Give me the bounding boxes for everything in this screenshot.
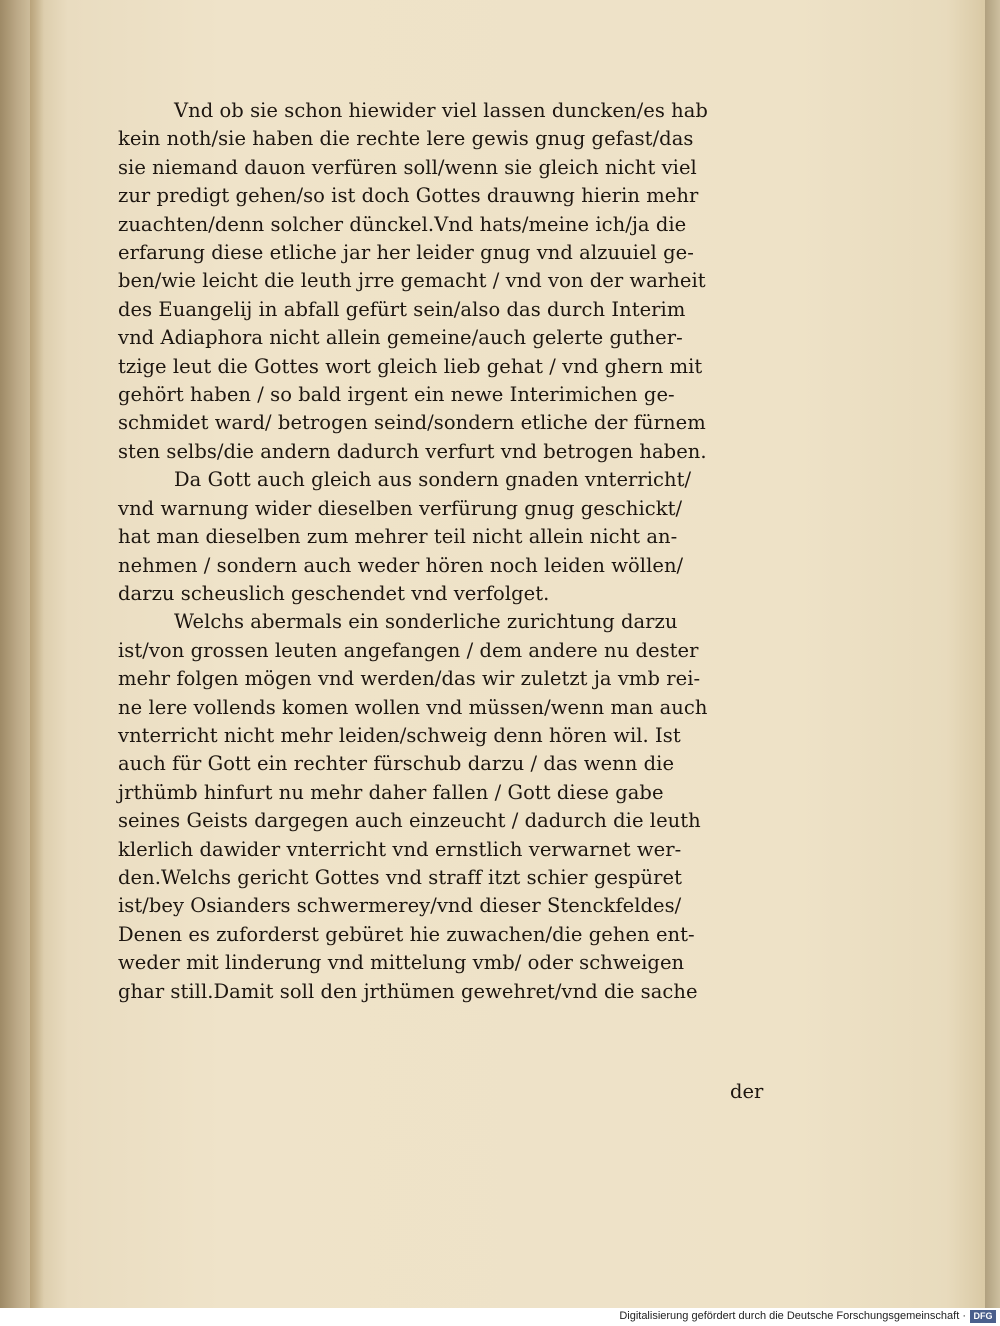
text-line: mehr folgen mögen vnd werden/das wir zuletzt ja vmb rei- (118, 667, 701, 691)
text-line: tzige leut die Gottes wort gleich lieb gehat / vnd ghern mit (118, 354, 703, 378)
text-line: jrthümb hinfurt nu mehr daher fallen / Gott diese gabe (118, 780, 664, 804)
catchword: der (730, 1080, 764, 1103)
text-line: den.Welchs gericht Gottes vnd straff itzt schier gespüret (118, 865, 682, 889)
page-stack-edge (985, 0, 1000, 1308)
text-line: erfarung diese etliche jar her leider gnug vnd alzuuiel ge- (118, 241, 694, 265)
text-line: vnterricht nicht mehr leiden/schweig denn hören wil. Ist (118, 723, 681, 747)
text-line: des Euangelij in abfall gefürt sein/also das durch Interim (118, 297, 686, 321)
text-line: sten selbs/die andern dadurch verfurt vnd betrogen haben. (118, 439, 707, 463)
text-line: ben/wie leicht die leuth jrre gemacht / vnd von der warheit (118, 269, 706, 293)
text-line: ist/bey Osianders schwermerey/vnd dieser Stenckfeldes/ (118, 894, 682, 918)
text-line: Da Gott auch gleich aus sondern gnaden vnterricht/ (174, 468, 692, 492)
text-line: klerlich dawider vnterricht vnd ernstlich verwarnet wer- (118, 837, 682, 861)
text-line: weder mit linderung vnd mittelung vmb/ oder schweigen (118, 951, 685, 975)
text-line: ne lere vollends komen wollen vnd müssen/wenn man auch (118, 695, 708, 719)
text-line: kein noth/sie haben die rechte lere gewis gnug gefast/das (118, 127, 694, 151)
text-line: sie niemand dauon verfüren soll/wenn sie gleich nicht viel (118, 155, 697, 179)
text-line: auch für Gott ein rechter fürschub darzu / das wenn die (118, 752, 675, 776)
text-line: hat man dieselben zum mehrer teil nicht allein nicht an- (118, 525, 678, 549)
text-line: vnd warnung wider dieselben verfürung gnug geschickt/ (118, 496, 683, 520)
dfg-logo-icon: DFG (970, 1310, 996, 1323)
text-line: zuachten/denn solcher dünckel.Vnd hats/meine ich/ja die (118, 212, 687, 236)
text-line: ghar still.Damit soll den jrthümen gewehret/vnd die sache (118, 979, 698, 1003)
digitization-credit: Digitalisierung gefördert durch die Deutsche Forschungsgemeinschaft · (619, 1310, 966, 1322)
text-line: ist/von grossen leuten angefangen / dem andere nu dester (118, 638, 699, 662)
text-line: Denen es zuforderst gebüret hie zuwachen/die gehen ent- (118, 922, 695, 946)
body-text (118, 97, 788, 1006)
text-line: nehmen / sondern auch weder hören noch leiden wöllen/ (118, 553, 684, 577)
text-line: seines Geists dargegen auch einzeucht / dadurch die leuth (118, 809, 701, 833)
text-line: schmidet ward/ betrogen seind/sondern etliche der fürnem (118, 411, 706, 435)
text-line: gehört haben / so bald irgent ein newe Interimichen ge- (118, 383, 675, 407)
text-line: Welchs abermals ein sonderliche zurichtung darzu (174, 610, 678, 634)
text-line: vnd Adiaphora nicht allein gemeine/auch gelerte guther- (118, 326, 683, 350)
text-line: zur predigt gehen/so ist doch Gottes drauwng hierin mehr (118, 184, 699, 208)
text-line: darzu scheuslich geschendet vnd verfolget. (118, 581, 550, 605)
text-line: Vnd ob sie schon hiewider viel lassen duncken/es hab (174, 99, 708, 122)
